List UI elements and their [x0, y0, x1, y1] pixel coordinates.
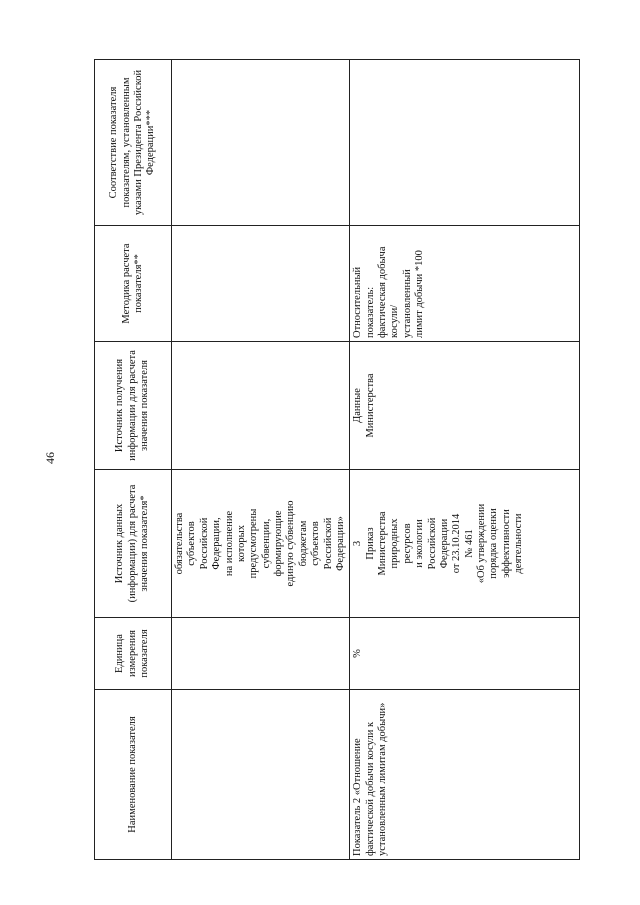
cell-method: Относительный показатель: фактическая добыча косули/ установленный лимит добычи *100: [350, 226, 580, 342]
header-compliance: Соответствие показателя показателям, установленным указами Президента Российской Федерации***: [95, 60, 172, 226]
header-info-source: Источник получения информации для расчета значения показателя: [95, 342, 172, 470]
cell-info-source: Данные Министерства: [350, 342, 580, 470]
indicator-table-container: [94, 60, 584, 860]
cell-data-source: 3 Приказ Министерства природных ресурсов и экологии Российской Федерации от 23.10.2014 № 461 «Об утверждении порядка оценки эффективности деятельности: [350, 470, 580, 618]
indicator-table: [94, 59, 580, 860]
cell-compliance: [172, 60, 350, 226]
header-indicator-name: Наименование показателя: [95, 690, 172, 860]
cell-info-source: [172, 342, 350, 470]
page-number: 46: [43, 452, 57, 464]
header-method: Методика расчета показателя**: [95, 226, 172, 342]
table-row: [350, 60, 580, 860]
cell-unit: [172, 618, 350, 690]
table-row: [172, 60, 350, 860]
header-unit: Единица измерения показателя: [95, 618, 172, 690]
table-header-row: [95, 60, 172, 860]
cell-data-source: обязательства субъектов Российской Федерации, на исполнение которых предусмотрены субвенции, формирующие единую субвенцию бюджетам субъектов Российской Федерации»: [172, 470, 350, 618]
cell-name: [172, 690, 350, 860]
cell-name: Показатель 2 «Отношение фактической добычи косули к установленным лимитам добычи»: [350, 690, 580, 860]
header-data-source: Источник данных (информации) для расчета значения показателя*: [95, 470, 172, 618]
cell-method: [172, 226, 350, 342]
cell-unit: %: [350, 618, 580, 690]
cell-compliance: [350, 60, 580, 226]
